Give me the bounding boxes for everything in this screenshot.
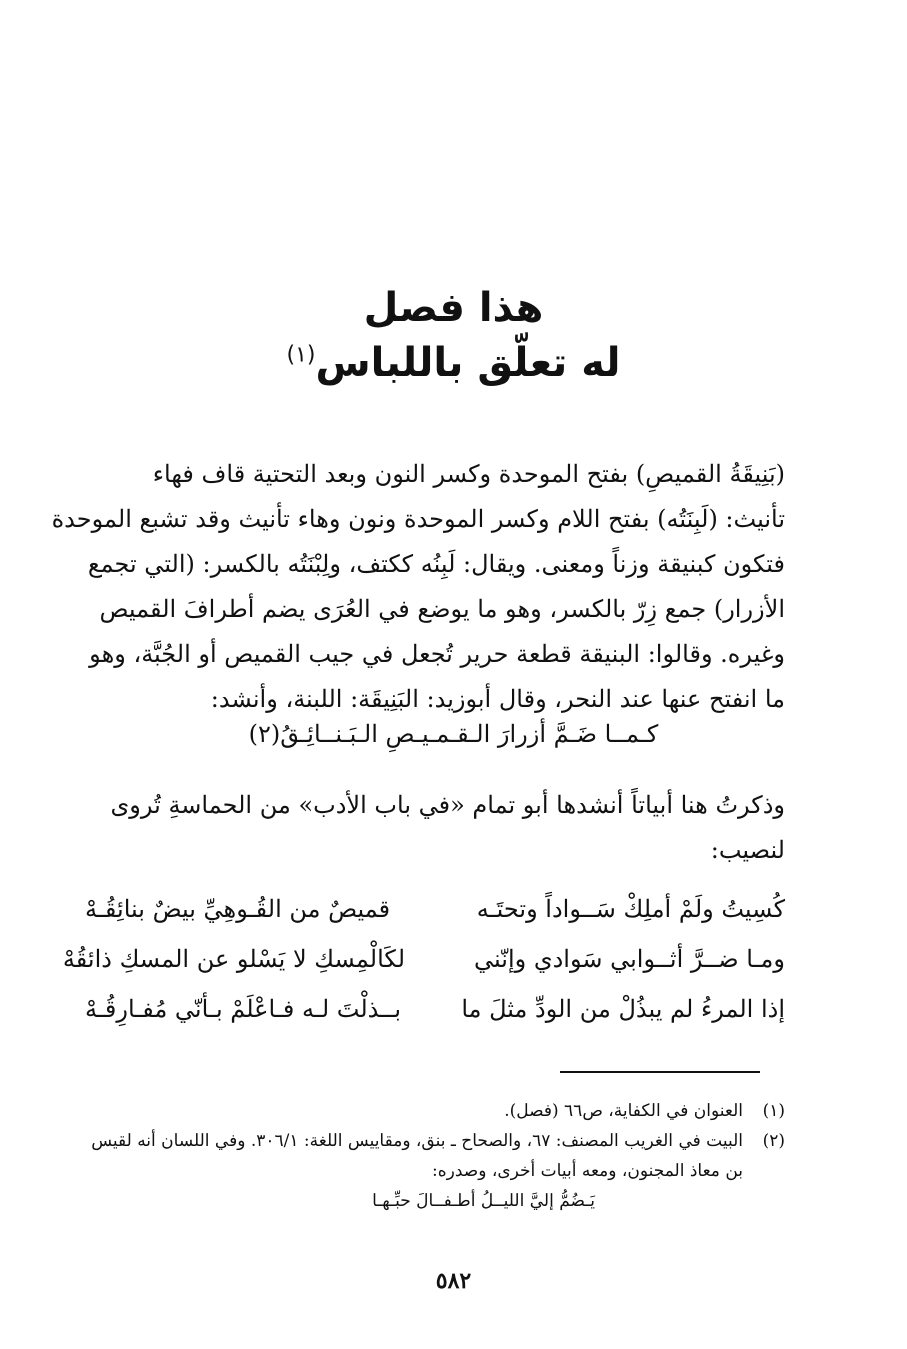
first-hemistich: كُسِيتُ ولَمْ أملِكْ سَــواداً وتحتَـه — [476, 895, 785, 923]
page-number: ٥٨٢ — [435, 1268, 472, 1294]
poem-verse — [85, 884, 785, 934]
poem-verse — [62, 934, 785, 984]
body-line: ما انفتح عنها عند النحر، وقال أبوزيد: البَنِيقَة: اللبنة، وأنشد: — [210, 685, 785, 713]
body-line: تأنيث: (لَبِنَتُه) بفتح اللام وكسر الموحدة ونون وهاء تأنيث وقد تشبع الموحدة — [51, 505, 785, 533]
footnote-text: البيت في الغريب المصنف: ٦٧، والصحاح ـ بنق، ومقاييس اللغة: ٣٠٦/١. وفي اللسان أنه لقيس بن معاذ المجنون، ومعه أبيات أخرى، وصدره: — [91, 1131, 743, 1181]
body-paragraph — [51, 452, 785, 722]
footnote-marker: (١) — [286, 342, 316, 368]
first-hemistich: ومـا ضــرَّ أثــوابي سَوادي وإنّني — [474, 945, 785, 973]
footnote-verse: يَـضُمُّ إليَّ الليــلُ أطـفــالَ حبِّـهـا — [372, 1191, 595, 1211]
body-line: الأزرار) جمع زِرّ بالكسر، وهو ما يوضع في العُرَى يضم أطرافَ القميص — [99, 595, 785, 623]
quoted-verse: كـمــا ضَـمَّ أزرارَ الـقـمـيـصِ الـبَـنــائِـقُ(٢) — [248, 720, 659, 748]
body-line: لنصيب: — [710, 836, 785, 864]
body-line: (بَنِيقَةُ القميصِ) بفتح الموحدة وكسر النون وبعد التحتية قاف فهاء — [152, 460, 785, 488]
footnote — [85, 1126, 785, 1186]
footnotes — [85, 1096, 785, 1216]
footnote-number: (١) — [762, 1101, 785, 1121]
footnote-text: العنوان في الكفاية، ص٦٦ (فصل). — [504, 1101, 743, 1121]
footnote — [85, 1096, 785, 1126]
poem — [62, 884, 785, 1034]
section-title: هذا فصل — [363, 285, 544, 331]
footnote-number: (٢) — [762, 1131, 785, 1151]
second-hemistich: قميصٌ من القُـوهِيِّ بيضٌ بنائِقُـهْ — [85, 895, 391, 923]
second-hemistich: لكَالْمِسكِ لا يَسْلو عن المسكِ ذائقُهْ — [62, 945, 405, 973]
second-hemistich: بــذلْتَ لـه فـاعْلَمْ بـأنّي مُفـارِقُـهْ — [85, 995, 402, 1023]
section-subtitle — [0, 340, 907, 386]
poem-verse — [85, 984, 785, 1034]
second-paragraph — [85, 783, 785, 873]
first-hemistich: إذا المرءُ لم يبذُلْ من الودِّ مثلَ ما — [461, 995, 785, 1023]
body-line: فتكون كبنيقة وزناً ومعنى. ويقال: لَبِنُه ككتف، ولِبْنَتُه بالكسر: (التي تجمع — [87, 550, 785, 578]
subtitle-text: له تعلّق باللباس — [315, 340, 621, 386]
body-line: وذكرتُ هنا أبياتاً أنشدها أبو تمام «في باب الأدب» من الحماسةِ تُروى — [110, 791, 785, 819]
body-line: وغيره. وقالوا: البنيقة قطعة حرير تُجعل في جيب القميص أو الجُبَّة، وهو — [89, 640, 785, 668]
footnote-divider — [560, 1071, 760, 1073]
